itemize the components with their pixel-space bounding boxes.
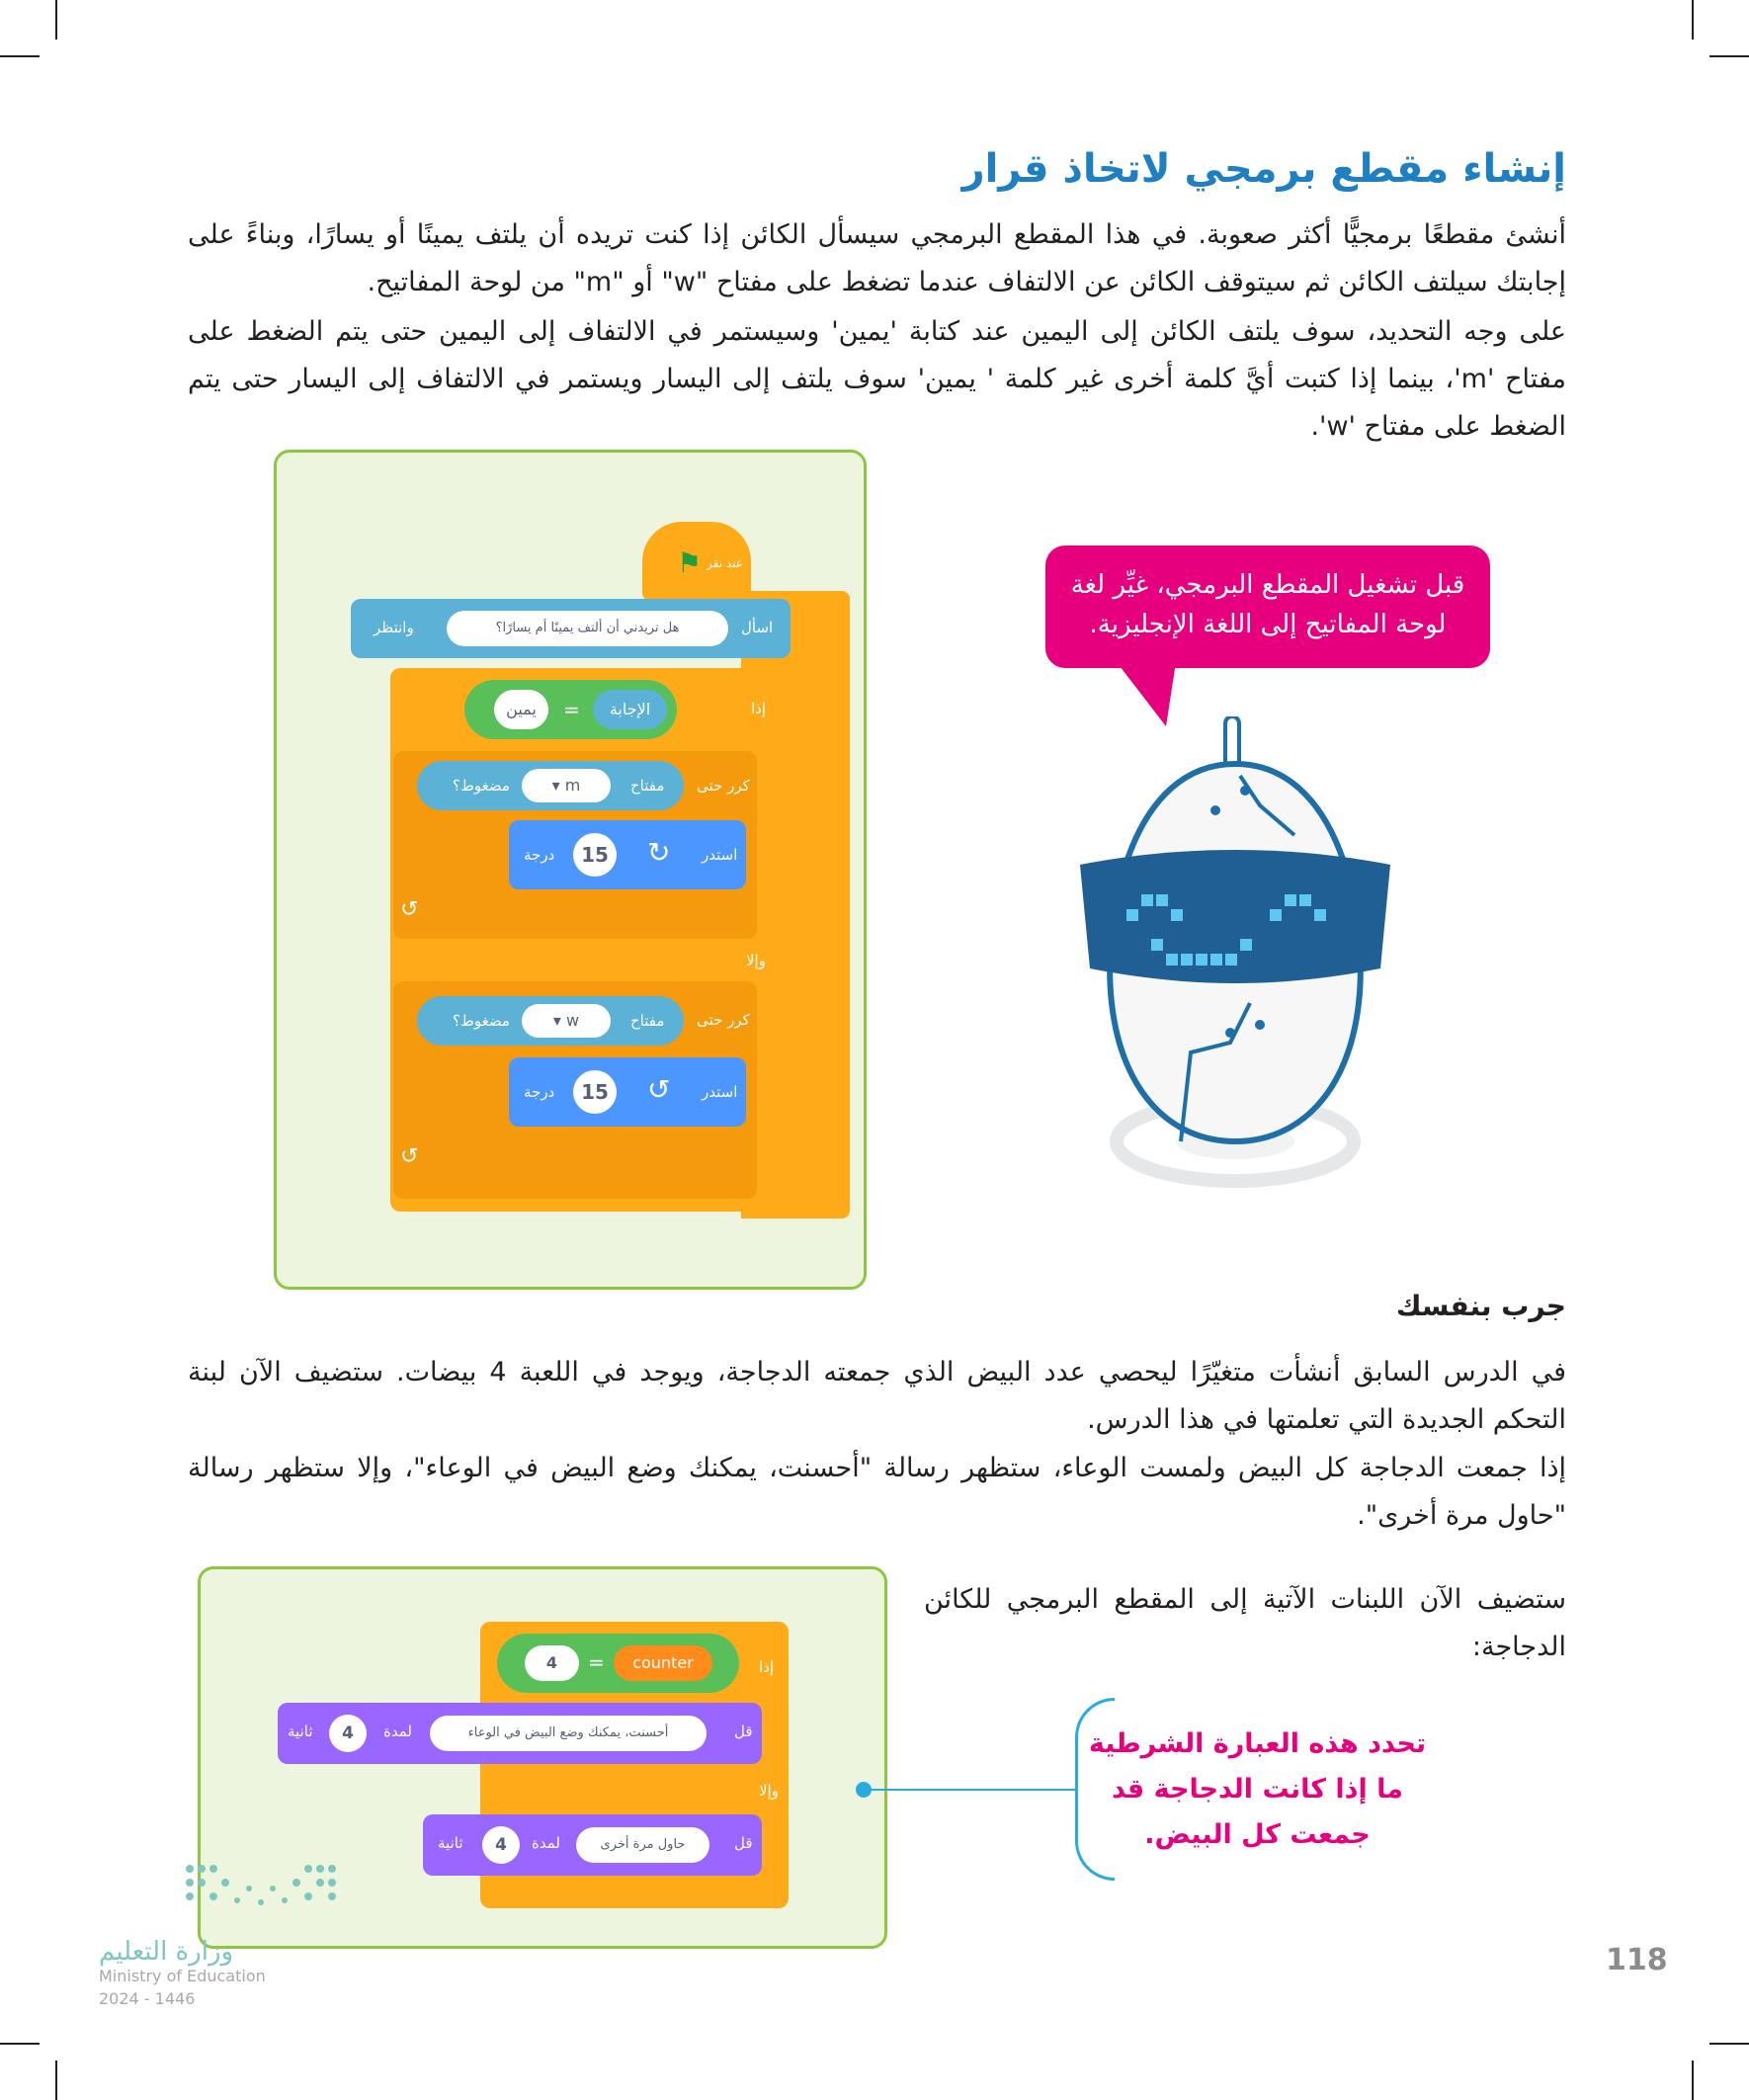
counter-variable: counter — [614, 1645, 712, 1681]
degrees-input[interactable]: 15 — [573, 833, 617, 877]
say-text-1: أحسنت، يمكنك وضع البيض في الوعاء — [430, 1716, 707, 1751]
key-label: مفتاح — [630, 777, 665, 795]
section-title: إنشاء مقطع برمجي لاتخاذ قرار — [961, 146, 1566, 192]
turn-label: استدر — [702, 846, 738, 864]
seconds-label-1: ثانية — [288, 1722, 313, 1740]
pressed-label: مضغوط؟ — [453, 777, 510, 795]
key-w-value: w — [566, 1011, 580, 1030]
value-pill[interactable]: 4 — [525, 1645, 579, 1681]
seconds-input-1[interactable]: 4 — [329, 1715, 367, 1752]
paragraph-2: على وجه التحديد، سوف يلتف الكائن إلى اليمين عند كتابة 'يمين' وسيستمر في الالتفاف إلى اليمين حتى يتم الضغط على مفتاح 'm'، بينما إذا كتبت أيَّ كلمة أخرى غير كلمة ' يمين' سوف يلتف إلى اليسار ويستمر في الالتفاف إلى اليسار حتى يتم الضغط على مفتاح 'w'. — [188, 316, 1566, 442]
and-wait-label: وانتظر — [374, 619, 414, 636]
paragraph-3: في الدرس السابق أنشأت متغيّرًا ليحصي عدد البيض الذي جمعته الدجاجة، ويوجد في اللعبة 4 بيضات. ستضيف الآن لبنة التحكم الجديدة التي تعلمتها في هذا الدرس. — [188, 1357, 1566, 1435]
key-label-2: مفتاح — [630, 1012, 665, 1030]
repeat-until-label-2: كرر حتى — [697, 1011, 750, 1029]
key-m-dropdown[interactable]: m ▾ — [522, 769, 611, 802]
for-label-1: لمدة — [383, 1722, 412, 1740]
try-heading: جرب بنفسك — [1395, 1290, 1566, 1322]
edition-year: 2024 - 1446 — [99, 1989, 196, 2008]
paragraph-4: إذا جمعت الدجاجة كل البيض ولمست الوعاء، ستظهر رسالة "أحسنت، يمكنك وضع البيض في الوعاء"، وإلا ستظهر رسالة "حاول مرة أخرى". — [188, 1453, 1566, 1531]
equals-label: = — [563, 698, 580, 721]
ask-text: هل تريدني أن ألتف يمينًا أم يسارًا؟ — [447, 611, 728, 646]
seconds-label-2: ثانية — [438, 1834, 463, 1852]
if-label: إذا — [751, 700, 767, 717]
ministry-logo-icon — [180, 1861, 358, 1915]
ask-label: اسأل — [741, 619, 774, 636]
say-label-2: قل — [734, 1834, 753, 1852]
degrees-label-2: درجة — [524, 1083, 555, 1101]
degrees-input-2[interactable]: 15 — [573, 1070, 617, 1114]
callout-dot — [856, 1782, 872, 1798]
else-label: وإلا — [746, 952, 766, 969]
key-w-dropdown[interactable]: w ▾ — [522, 1004, 611, 1038]
speech-bubble — [1045, 546, 1490, 668]
pressed-label-2: مضغوط؟ — [453, 1012, 510, 1030]
callout-text: تحدد هذه العبارة الشرطية ما إذا كانت الدجاجة قد جمعت كل البيض. — [1088, 1728, 1427, 1850]
say-label-1: قل — [734, 1722, 753, 1740]
if-label-2: إذا — [759, 1658, 775, 1676]
say-text-2: حاول مرة أخرى — [576, 1827, 709, 1863]
paragraph-1: أنشئ مقطعًا برمجيًّا أكثر صعوبة. في هذا المقطع البرمجي سيسأل الكائن إذا كنت تريده أن يلتف يمينًا أو يسارًا، وبناءً على إجابتك سيلتف الكائن ثم سيتوقف الكائن عن الالتفاف عندما تضغط على مفتاح "w" أو "m" من لوحة المفاتيح. — [188, 219, 1566, 297]
turn-right-icon: ↻ — [647, 836, 671, 869]
speech-bubble-text: قبل تشغيل المقطع البرمجي، غيِّر لغة لوحة المفاتيح إلى اللغة الإنجليزية. — [1070, 570, 1465, 639]
paragraph-5: ستضيف الآن اللبنات الآتية إلى المقطع البرمجي للكائن الدجاجة: — [924, 1584, 1566, 1662]
robot-illustration — [1072, 716, 1398, 1191]
green-flag-icon: ⚑ — [677, 546, 703, 579]
loop-arrow-icon: ↺ — [400, 897, 419, 922]
else-label-2: وإلا — [759, 1782, 779, 1800]
turn-left-icon: ↺ — [647, 1073, 671, 1106]
seconds-input-2[interactable]: 4 — [482, 1826, 520, 1864]
when-flag-label: عند نقر — [707, 556, 743, 570]
script-panel-1 — [274, 450, 867, 1290]
ministry-name-ar: وزارة التعليم — [99, 1937, 234, 1967]
page-number: 118 — [1606, 1943, 1668, 1977]
equals-label-2: = — [588, 1650, 605, 1674]
answer-reporter: الإجابة — [593, 690, 667, 729]
turn-label-2: استدر — [702, 1083, 738, 1101]
for-label-2: لمدة — [532, 1834, 560, 1852]
loop-arrow-icon-2: ↺ — [400, 1144, 419, 1169]
ministry-name-en: Ministry of Education — [99, 1967, 266, 1985]
key-m-value: m — [564, 776, 581, 795]
callout-connector — [863, 1789, 1075, 1791]
repeat-until-label: كرر حتى — [697, 777, 750, 795]
right-word-pill: يمين — [494, 690, 548, 729]
degrees-label: درجة — [524, 846, 555, 864]
